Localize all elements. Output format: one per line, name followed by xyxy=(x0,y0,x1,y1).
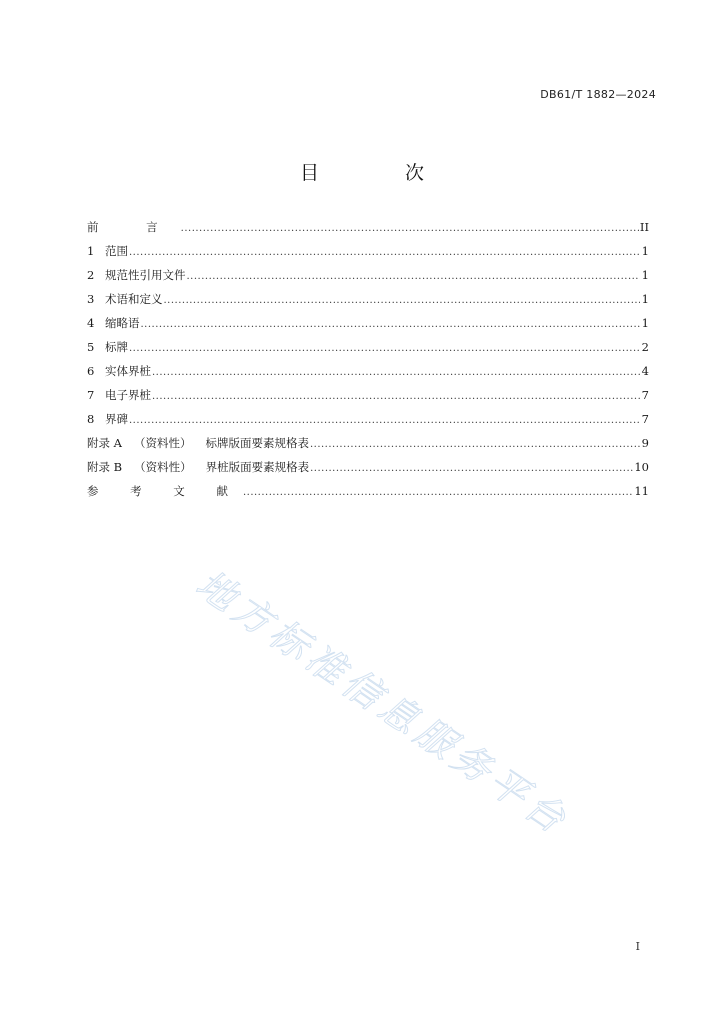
toc-entry-label: 实体界桩 xyxy=(105,364,151,378)
toc-entry-electronic-boundary-marker[interactable] xyxy=(87,383,649,407)
toc-leader-dots xyxy=(310,433,640,457)
toc-entry-boundary-monument[interactable] xyxy=(87,407,649,431)
toc-entry-label: 规范性引用文件 xyxy=(105,268,186,282)
toc-leader-dots xyxy=(152,361,640,385)
toc-entry-page: 4 xyxy=(641,364,649,378)
toc-leader-dots xyxy=(243,481,633,505)
toc-entry-number: 附录 B xyxy=(87,460,123,474)
page-number: I xyxy=(635,940,640,953)
toc-leader-dots xyxy=(164,289,641,313)
toc-entry-page: 2 xyxy=(641,340,649,354)
toc-entry-page: 1 xyxy=(641,292,649,306)
toc-entry-number: 1 xyxy=(87,244,95,258)
toc-entry-number: 7 xyxy=(87,388,95,402)
toc-entry-abbreviations[interactable] xyxy=(87,311,649,335)
toc-leader-dots xyxy=(129,409,640,433)
toc-entry-number: 6 xyxy=(87,364,95,378)
toc-entry-number: 4 xyxy=(87,316,95,330)
toc-entry-page: II xyxy=(639,220,649,234)
toc-entry-normative-references[interactable] xyxy=(87,263,649,287)
toc-entry-page: 7 xyxy=(641,388,649,402)
toc-entry-label: 前 言 xyxy=(87,220,180,234)
toc-leader-dots xyxy=(141,313,641,337)
toc-entry-physical-boundary-marker[interactable] xyxy=(87,359,649,383)
toc-entry-page: 11 xyxy=(634,484,649,498)
watermark: 地方标准信息服务平台 xyxy=(188,561,578,845)
toc-entry-label: 范围 xyxy=(105,244,128,258)
toc-entry-page: 9 xyxy=(641,436,649,450)
standard-code: DB61/T 1882—2024 xyxy=(540,88,656,101)
toc-leader-dots xyxy=(129,337,640,361)
toc-entry-page: 10 xyxy=(634,460,649,474)
toc-title: 目 次 xyxy=(299,162,465,184)
toc-entry-label: 参 考 文 献 xyxy=(87,484,242,498)
toc-entry-label: 缩略语 xyxy=(105,316,140,330)
toc-entry-appendix-a[interactable] xyxy=(87,431,649,455)
toc-entry-appendix-b[interactable] xyxy=(87,455,649,479)
toc-leader-dots xyxy=(181,217,639,241)
toc-entry-page: 1 xyxy=(641,244,649,258)
toc-entry-label: 电子界桩 xyxy=(105,388,151,402)
toc-entry-label: 标牌 xyxy=(105,340,128,354)
toc-entry-signboard[interactable] xyxy=(87,335,649,359)
toc-leader-dots xyxy=(310,457,633,481)
toc-entry-label: 术语和定义 xyxy=(105,292,163,306)
toc-entry-page: 1 xyxy=(641,316,649,330)
toc-leader-dots xyxy=(129,241,640,265)
toc-entry-page: 7 xyxy=(641,412,649,426)
toc-entry-number: 2 xyxy=(87,268,95,282)
table-of-contents xyxy=(87,215,649,503)
toc-entry-page: 1 xyxy=(641,268,649,282)
toc-entry-number: 8 xyxy=(87,412,95,426)
toc-entry-appendix-type: （资料性） xyxy=(133,436,192,450)
toc-entry-label: 界桩版面要素规格表 xyxy=(205,460,310,474)
toc-entry-label: 标牌版面要素规格表 xyxy=(205,436,309,450)
toc-entry-number: 3 xyxy=(87,292,95,306)
toc-entry-number: 附录 A xyxy=(87,436,122,450)
toc-entry-references[interactable] xyxy=(87,479,649,503)
toc-leader-dots xyxy=(187,265,641,289)
toc-entry-number: 5 xyxy=(87,340,95,354)
toc-entry-scope[interactable] xyxy=(87,239,649,263)
toc-entry-appendix-type: （资料性） xyxy=(134,460,192,474)
toc-leader-dots xyxy=(152,385,640,409)
toc-entry-terms-definitions[interactable] xyxy=(87,287,649,311)
toc-entry-label: 界碑 xyxy=(105,412,128,426)
toc-entry-foreword[interactable] xyxy=(87,215,649,239)
